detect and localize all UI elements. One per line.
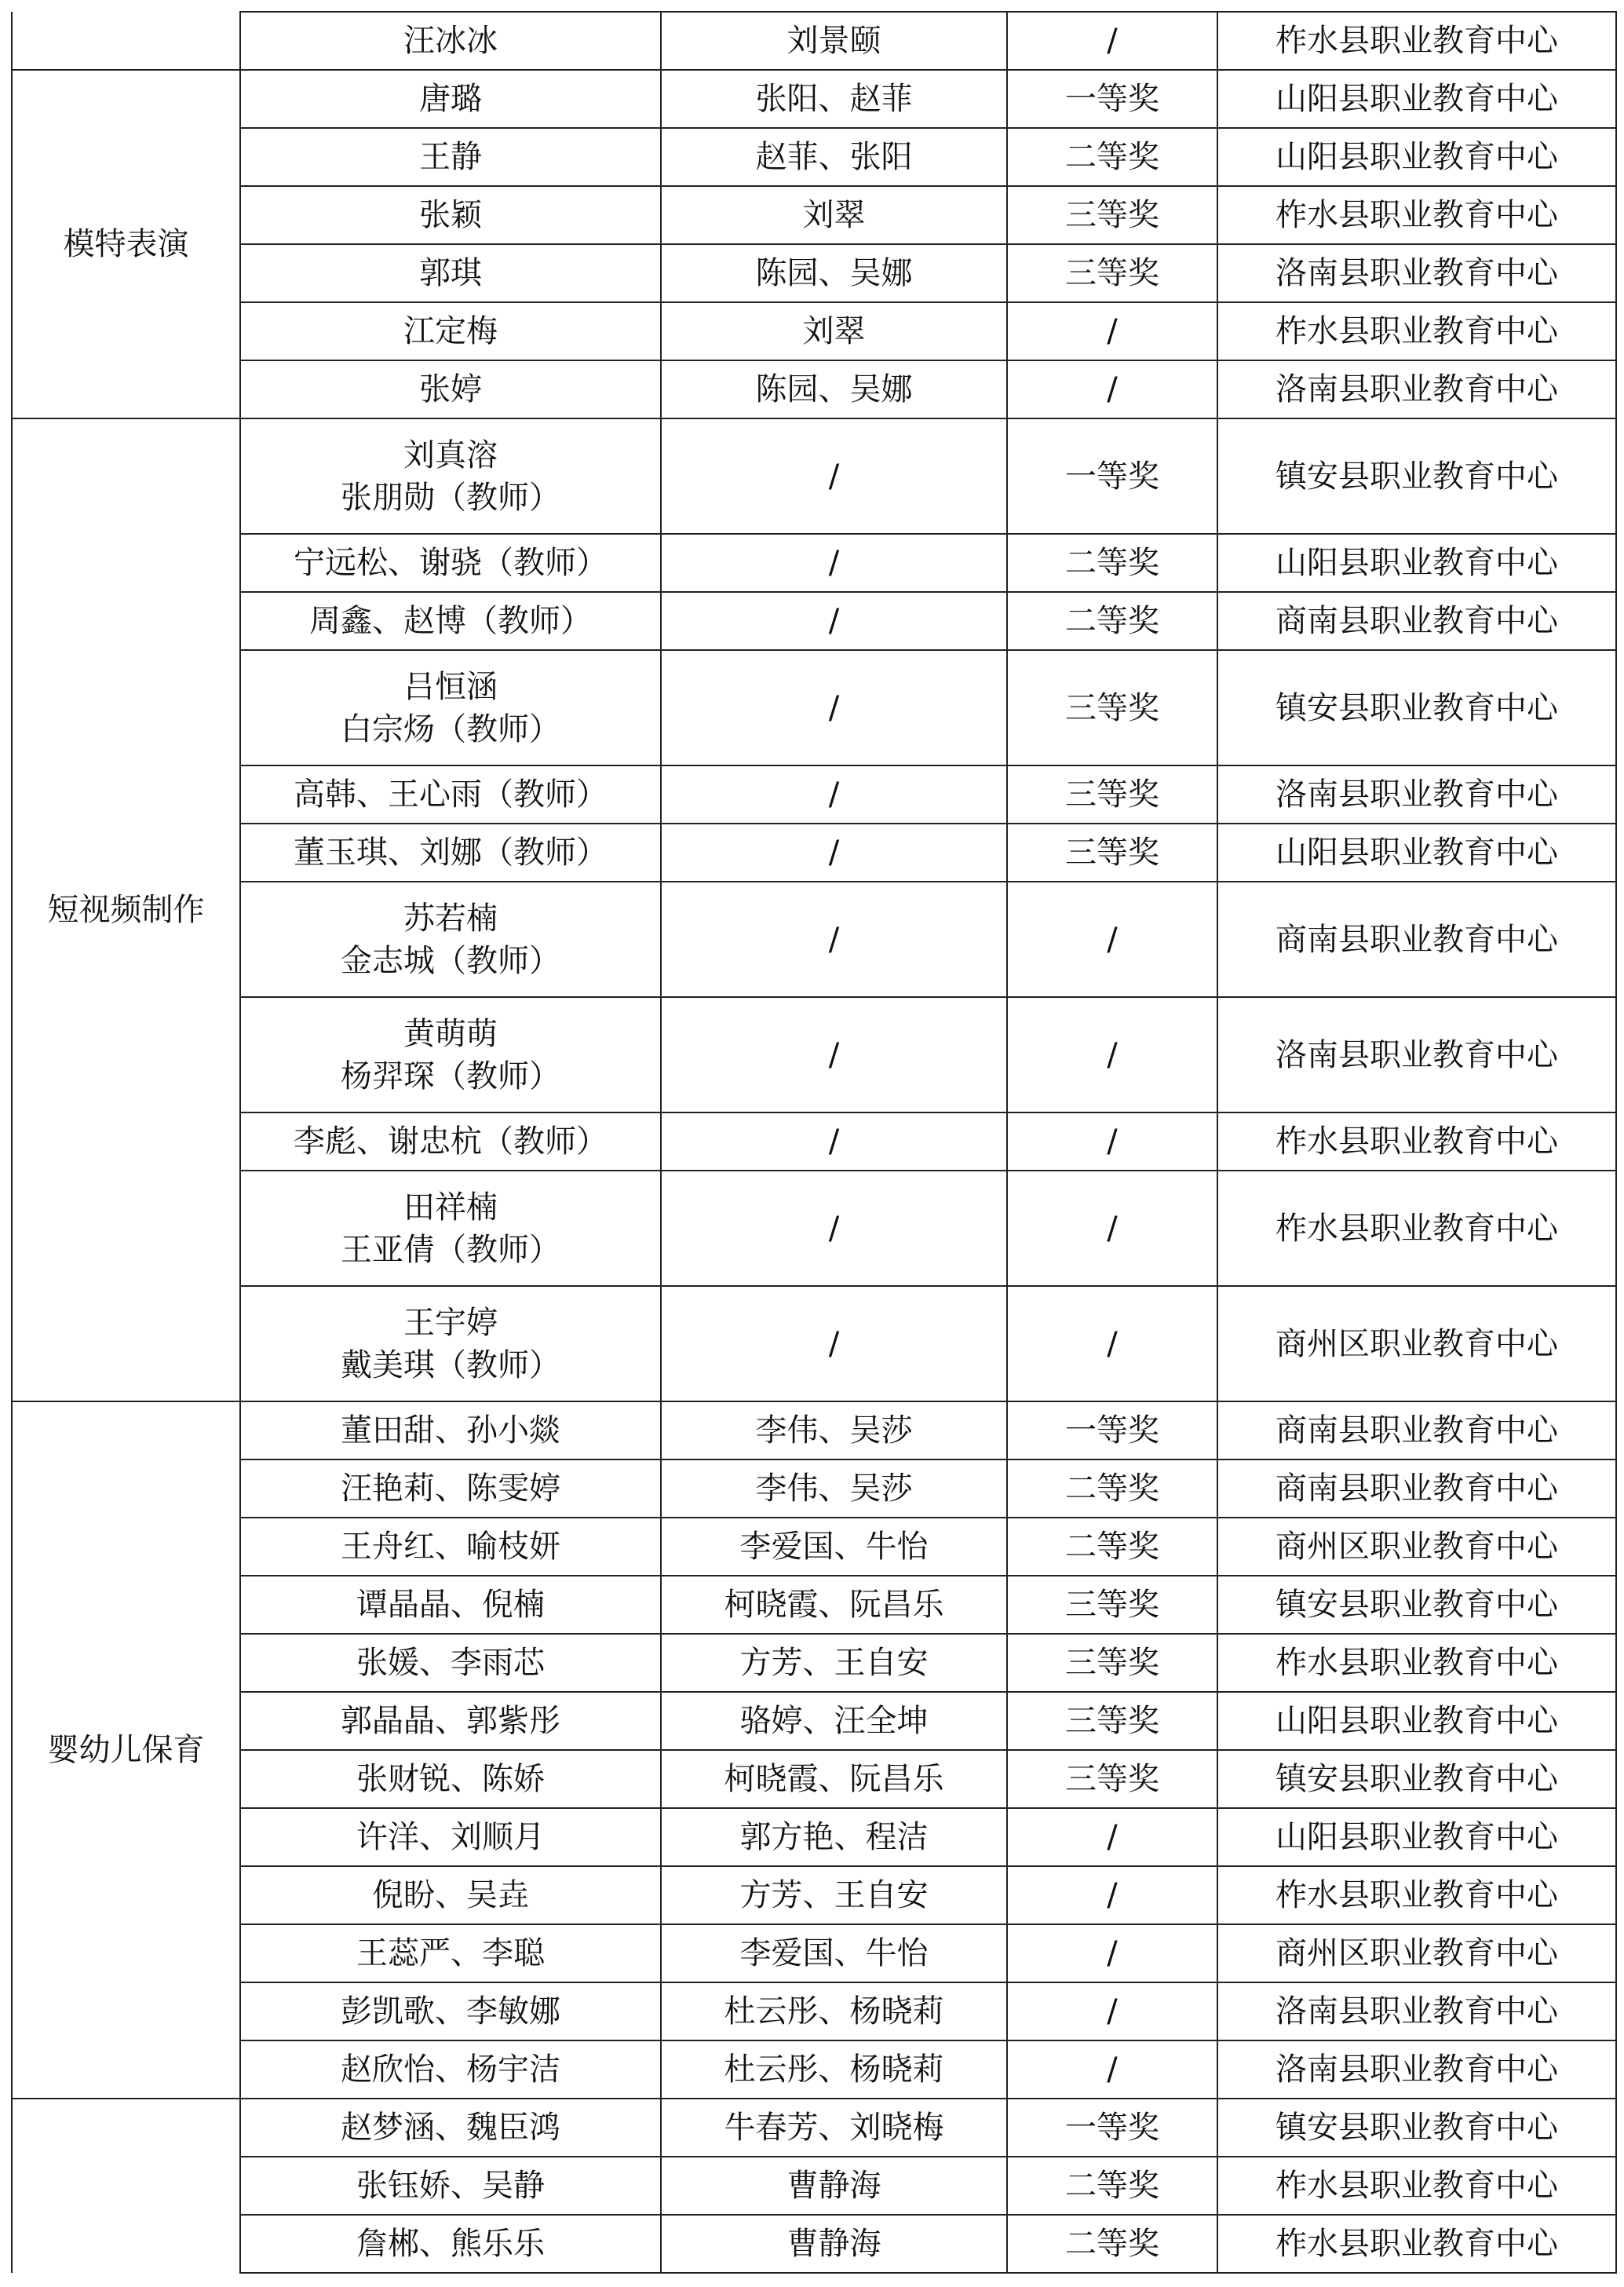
- award-cell: 一等奖: [1007, 2099, 1217, 2157]
- participant-cell: [240, 244, 661, 302]
- table-row: [12, 592, 1616, 650]
- participant-name: 李彪、谢忠杭（教师）: [294, 1123, 608, 1160]
- participant-cell: [240, 1460, 661, 1518]
- school-cell: 洛南县职业教育中心: [1217, 997, 1616, 1112]
- award-cell: 二等奖: [1007, 1518, 1217, 1576]
- table-row: [12, 1924, 1616, 1982]
- teacher-cell: /: [661, 418, 1007, 534]
- participant-name: 田祥楠: [403, 1189, 498, 1226]
- teacher-cell: 方芳、王自安: [661, 1634, 1007, 1692]
- school-cell: 山阳县职业教育中心: [1217, 824, 1616, 882]
- school-cell: 山阳县职业教育中心: [1217, 1808, 1616, 1866]
- school-cell: 柞水县职业教育中心: [1217, 12, 1616, 70]
- participant-name: 白宗炀（教师）: [341, 711, 560, 747]
- teacher-cell: /: [661, 650, 1007, 765]
- teacher-cell: 骆婷、汪全坤: [661, 1692, 1007, 1750]
- teacher-cell: 刘翠: [661, 186, 1007, 244]
- teacher-cell: /: [661, 765, 1007, 824]
- table-row: [12, 1576, 1616, 1634]
- table-row: [12, 1112, 1616, 1171]
- school-cell: 山阳县职业教育中心: [1217, 1692, 1616, 1750]
- table-row: [12, 824, 1616, 882]
- category-label: 婴幼儿保育: [47, 1732, 205, 1768]
- table-row: [12, 1750, 1616, 1808]
- participant-cell: [240, 650, 661, 765]
- school-cell: 镇安县职业教育中心: [1217, 1750, 1616, 1808]
- school-cell: 镇安县职业教育中心: [1217, 650, 1616, 765]
- award-cell: /: [1007, 360, 1217, 418]
- participant-name: 苏若楠: [403, 900, 498, 937]
- table-row: [12, 360, 1616, 418]
- teacher-cell: 杜云彤、杨晓莉: [661, 1982, 1007, 2040]
- award-cell: 三等奖: [1007, 186, 1217, 244]
- school-cell: 柞水县职业教育中心: [1217, 1112, 1616, 1171]
- award-table-body: [12, 12, 1616, 2273]
- award-cell: /: [1007, 1924, 1217, 1982]
- participant-cell: [240, 1112, 661, 1171]
- participant-name: 杨羿琛（教师）: [341, 1058, 560, 1094]
- teacher-cell: /: [661, 1112, 1007, 1171]
- table-row: [12, 2099, 1616, 2157]
- table-row: [12, 2215, 1616, 2273]
- table-row: [12, 882, 1616, 997]
- award-cell: 一等奖: [1007, 70, 1217, 128]
- participant-name: 张朋勋（教师）: [341, 479, 560, 516]
- award-cell: 一等奖: [1007, 1401, 1217, 1460]
- school-cell: 商州区职业教育中心: [1217, 1518, 1616, 1576]
- participant-name: 詹郴、熊乐乐: [356, 2226, 545, 2262]
- table-row: [12, 128, 1616, 186]
- school-cell: 柞水县职业教育中心: [1217, 1171, 1616, 1286]
- teacher-cell: 李爱国、牛怡: [661, 1518, 1007, 1576]
- participant-cell: [240, 418, 661, 534]
- participant-name: 郭晶晶、郭紫彤: [341, 1703, 560, 1739]
- school-cell: 柞水县职业教育中心: [1217, 2215, 1616, 2273]
- participant-name: 黄萌萌: [403, 1015, 498, 1052]
- teacher-cell: 杜云彤、杨晓莉: [661, 2040, 1007, 2099]
- participant-name: 张颖: [419, 197, 482, 233]
- participant-name: 江定梅: [403, 313, 498, 349]
- award-cell: 二等奖: [1007, 2215, 1217, 2273]
- award-cell: 三等奖: [1007, 1750, 1217, 1808]
- table-row: [12, 244, 1616, 302]
- award-cell: 二等奖: [1007, 592, 1217, 650]
- award-cell: /: [1007, 2040, 1217, 2099]
- teacher-cell: 陈园、吴娜: [661, 360, 1007, 418]
- category-cell: [12, 2157, 240, 2215]
- table-row: [12, 1634, 1616, 1692]
- table-row: [12, 650, 1616, 765]
- teacher-cell: 赵菲、张阳: [661, 128, 1007, 186]
- school-cell: 柞水县职业教育中心: [1217, 186, 1616, 244]
- table-row: [12, 302, 1616, 360]
- table-row: [12, 70, 1616, 128]
- category-cell: [12, 2099, 240, 2157]
- award-cell: /: [1007, 882, 1217, 997]
- teacher-cell: 李爱国、牛怡: [661, 1924, 1007, 1982]
- participant-name: 董玉琪、刘娜（教师）: [294, 835, 608, 871]
- table-row: [12, 1692, 1616, 1750]
- table-row: [12, 1460, 1616, 1518]
- participant-name: 唐璐: [419, 81, 482, 117]
- table-row: [12, 1286, 1616, 1401]
- teacher-cell: 郭方艳、程洁: [661, 1808, 1007, 1866]
- award-cell: 二等奖: [1007, 1460, 1217, 1518]
- participant-name: 王宇婷: [403, 1304, 498, 1341]
- participant-cell: [240, 128, 661, 186]
- teacher-cell: 刘景颐: [661, 12, 1007, 70]
- participant-name: 许洋、刘顺月: [356, 1819, 545, 1855]
- school-cell: 山阳县职业教育中心: [1217, 70, 1616, 128]
- participant-cell: [240, 1866, 661, 1924]
- participant-cell: [240, 2157, 661, 2215]
- table-row: [12, 1808, 1616, 1866]
- school-cell: 柞水县职业教育中心: [1217, 1634, 1616, 1692]
- teacher-cell: 李伟、吴莎: [661, 1460, 1007, 1518]
- participant-cell: [240, 1808, 661, 1866]
- table-row: [12, 765, 1616, 824]
- award-cell: /: [1007, 1808, 1217, 1866]
- table-row: [12, 1982, 1616, 2040]
- table-row: [12, 12, 1616, 70]
- participant-cell: [240, 1576, 661, 1634]
- teacher-cell: 张阳、赵菲: [661, 70, 1007, 128]
- school-cell: 洛南县职业教育中心: [1217, 360, 1616, 418]
- award-cell: 二等奖: [1007, 2157, 1217, 2215]
- school-cell: 镇安县职业教育中心: [1217, 418, 1616, 534]
- teacher-cell: /: [661, 1286, 1007, 1401]
- school-cell: 山阳县职业教育中心: [1217, 128, 1616, 186]
- participant-name: 宁远松、谢骁（教师）: [294, 545, 608, 581]
- award-cell: 三等奖: [1007, 1634, 1217, 1692]
- award-cell: /: [1007, 1286, 1217, 1401]
- participant-name: 汪艳莉、陈雯婷: [341, 1470, 560, 1507]
- teacher-cell: 李伟、吴莎: [661, 1401, 1007, 1460]
- participant-cell: [240, 592, 661, 650]
- school-cell: 商南县职业教育中心: [1217, 1401, 1616, 1460]
- teacher-cell: 陈园、吴娜: [661, 244, 1007, 302]
- school-cell: 柞水县职业教育中心: [1217, 1866, 1616, 1924]
- participant-cell: [240, 1750, 661, 1808]
- participant-cell: [240, 1982, 661, 2040]
- award-cell: 二等奖: [1007, 128, 1217, 186]
- award-cell: 一等奖: [1007, 418, 1217, 534]
- school-cell: 镇安县职业教育中心: [1217, 1576, 1616, 1634]
- award-cell: /: [1007, 997, 1217, 1112]
- participant-name: 金志城（教师）: [341, 942, 560, 979]
- teacher-cell: /: [661, 534, 1007, 592]
- participant-cell: [240, 2040, 661, 2099]
- teacher-cell: /: [661, 1171, 1007, 1286]
- table-row: [12, 1866, 1616, 1924]
- participant-cell: [240, 824, 661, 882]
- participant-cell: [240, 186, 661, 244]
- participant-name: 谭晶晶、倪楠: [356, 1587, 545, 1623]
- school-cell: 商州区职业教育中心: [1217, 1924, 1616, 1982]
- participant-cell: [240, 1171, 661, 1286]
- category-cell: [12, 70, 240, 418]
- teacher-cell: /: [661, 882, 1007, 997]
- award-cell: /: [1007, 1866, 1217, 1924]
- participant-name: 王静: [419, 139, 482, 175]
- participant-name: 张婷: [419, 371, 482, 407]
- school-cell: 柞水县职业教育中心: [1217, 2157, 1616, 2215]
- participant-cell: [240, 1518, 661, 1576]
- participant-name: 王舟红、喻枝妍: [341, 1529, 560, 1565]
- school-cell: 洛南县职业教育中心: [1217, 244, 1616, 302]
- school-cell: 山阳县职业教育中心: [1217, 534, 1616, 592]
- participant-cell: [240, 765, 661, 824]
- participant-cell: [240, 2215, 661, 2273]
- participant-name: 戴美琪（教师）: [341, 1346, 560, 1383]
- participant-name: 王蕊严、李聪: [356, 1935, 545, 1971]
- category-cell: [12, 2215, 240, 2273]
- table-row: [12, 1401, 1616, 1460]
- participant-name: 高韩、王心雨（教师）: [294, 776, 608, 813]
- teacher-cell: 方芳、王自安: [661, 1866, 1007, 1924]
- participant-name: 周鑫、赵博（教师）: [309, 603, 592, 639]
- participant-cell: [240, 997, 661, 1112]
- participant-cell: [240, 882, 661, 997]
- school-cell: 洛南县职业教育中心: [1217, 765, 1616, 824]
- school-cell: 洛南县职业教育中心: [1217, 2040, 1616, 2099]
- participant-name: 董田甜、孙小燚: [341, 1412, 560, 1449]
- participant-name: 张财锐、陈娇: [356, 1761, 545, 1797]
- participant-cell: [240, 2099, 661, 2157]
- participant-cell: [240, 12, 661, 70]
- table-row: [12, 2040, 1616, 2099]
- school-cell: 商南县职业教育中心: [1217, 592, 1616, 650]
- award-cell: /: [1007, 302, 1217, 360]
- award-cell: /: [1007, 12, 1217, 70]
- table-row: [12, 2157, 1616, 2215]
- school-cell: 商南县职业教育中心: [1217, 882, 1616, 997]
- school-cell: 商州区职业教育中心: [1217, 1286, 1616, 1401]
- participant-name: 彭凯歌、李敏娜: [341, 1993, 560, 2029]
- participant-cell: [240, 1924, 661, 1982]
- teacher-cell: 柯晓霞、阮昌乐: [661, 1576, 1007, 1634]
- award-table: [11, 11, 1617, 2274]
- award-cell: 三等奖: [1007, 650, 1217, 765]
- category-label: 短视频制作: [47, 892, 205, 928]
- table-row: [12, 186, 1616, 244]
- school-cell: 镇安县职业教育中心: [1217, 2099, 1616, 2157]
- category-cell: [12, 418, 240, 1401]
- category-cell: [12, 1401, 240, 2099]
- participant-name: 张钰娇、吴静: [356, 2168, 545, 2204]
- award-cell: 三等奖: [1007, 824, 1217, 882]
- teacher-cell: 曹静海: [661, 2215, 1007, 2273]
- teacher-cell: 柯晓霞、阮昌乐: [661, 1750, 1007, 1808]
- participant-name: 赵梦涵、魏臣鸿: [341, 2110, 560, 2146]
- teacher-cell: /: [661, 824, 1007, 882]
- award-cell: /: [1007, 1112, 1217, 1171]
- teacher-cell: /: [661, 592, 1007, 650]
- participant-name: 刘真溶: [403, 437, 498, 473]
- participant-name: 郭琪: [419, 255, 482, 291]
- teacher-cell: 牛春芳、刘晓梅: [661, 2099, 1007, 2157]
- table-row: [12, 1171, 1616, 1286]
- participant-name: 赵欣怡、杨宇洁: [341, 2051, 560, 2088]
- school-cell: 商南县职业教育中心: [1217, 1460, 1616, 1518]
- category-cell: [12, 12, 240, 70]
- award-cell: 二等奖: [1007, 534, 1217, 592]
- award-cell: 三等奖: [1007, 244, 1217, 302]
- award-cell: 三等奖: [1007, 1576, 1217, 1634]
- award-cell: /: [1007, 1171, 1217, 1286]
- participant-cell: [240, 1692, 661, 1750]
- participant-cell: [240, 1401, 661, 1460]
- table-row: [12, 1518, 1616, 1576]
- participant-cell: [240, 302, 661, 360]
- participant-name: 倪盼、吴垚: [372, 1877, 529, 1913]
- participant-cell: [240, 70, 661, 128]
- teacher-cell: /: [661, 997, 1007, 1112]
- participant-name: 吕恒涵: [403, 668, 498, 705]
- table-row: [12, 418, 1616, 534]
- participant-cell: [240, 534, 661, 592]
- award-cell: /: [1007, 1982, 1217, 2040]
- participant-name: 张媛、李雨芯: [356, 1645, 545, 1681]
- teacher-cell: 曹静海: [661, 2157, 1007, 2215]
- table-row: [12, 534, 1616, 592]
- participant-cell: [240, 1286, 661, 1401]
- award-cell: 三等奖: [1007, 765, 1217, 824]
- school-cell: 柞水县职业教育中心: [1217, 302, 1616, 360]
- table-row: [12, 997, 1616, 1112]
- participant-cell: [240, 1634, 661, 1692]
- category-label: 模特表演: [63, 226, 189, 262]
- award-cell: 三等奖: [1007, 1692, 1217, 1750]
- participant-name: 王亚倩（教师）: [341, 1231, 560, 1268]
- teacher-cell: 刘翠: [661, 302, 1007, 360]
- participant-name: 汪冰冰: [403, 23, 498, 59]
- school-cell: 洛南县职业教育中心: [1217, 1982, 1616, 2040]
- participant-cell: [240, 360, 661, 418]
